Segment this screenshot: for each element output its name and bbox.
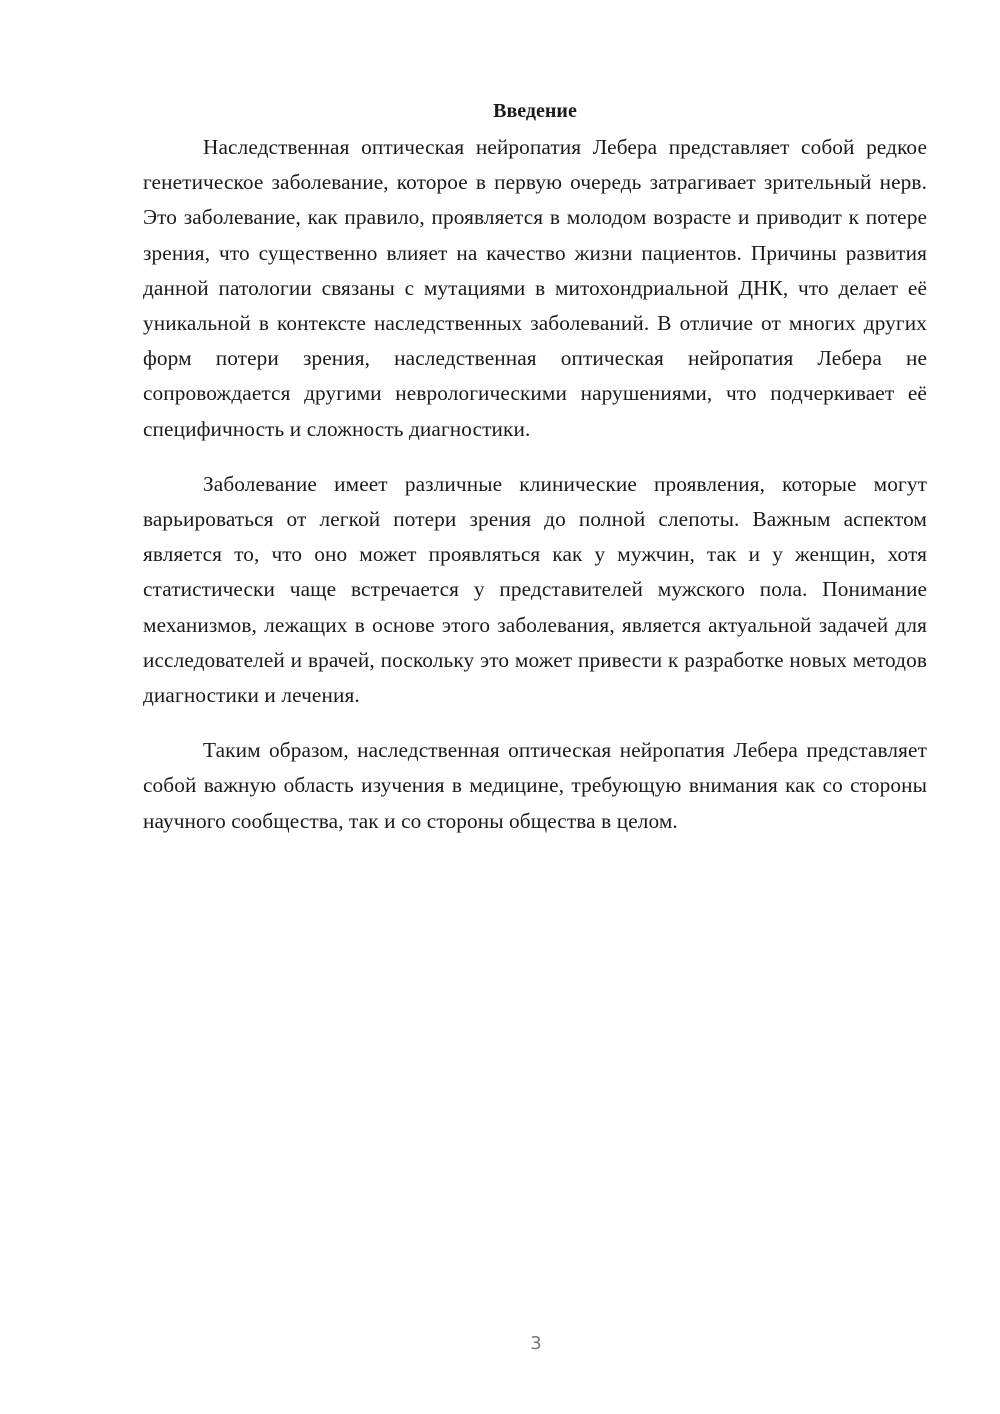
section-title: Введение: [493, 100, 577, 122]
paragraph-2: Заболевание имеет различные клинические проявления, которые могут варьироваться от легкой потери зрения до полной слепоты. Важным аспектом является то, что оно может проявляться как у мужчин, так и у женщин, хотя статистически чаще встречается у представителей мужского пола. Понимание механизмов, лежащих в основе этого заболевания, является актуальной задачей для исследователей и врачей, поскольку это может привести к разработке новых методов диагностики и лечения.: [143, 471, 927, 708]
paragraph-3: Таким образом, наследственная оптическая нейропатия Лебера представляет собой важную область изучения в медицине, требующую внимания как со стороны научного сообщества, так и со стороны общества в целом.: [143, 738, 927, 833]
page-number: 3: [530, 1333, 542, 1354]
page-content: [143, 96, 927, 859]
paragraph-1: Наследственная оптическая нейропатия Лебера представляет собой редкое генетическое заболевание, которое в первую очередь затрагивает зрительный нерв. Это заболевание, как правило, проявляется в молодом возрасте и приводит к потере зрения, что существенно влияет на качество жизни пациентов. Причины развития данной патологии связаны с мутациями в митохондриальной ДНК, что делает её уникальной в контексте наследственных заболеваний. В отличие от многих других форм потери зрения, наследственная оптическая нейропатия Лебера не сопровождается другими неврологическими нарушениями, что подчеркивает её специфичность и сложность диагностики.: [143, 135, 927, 441]
